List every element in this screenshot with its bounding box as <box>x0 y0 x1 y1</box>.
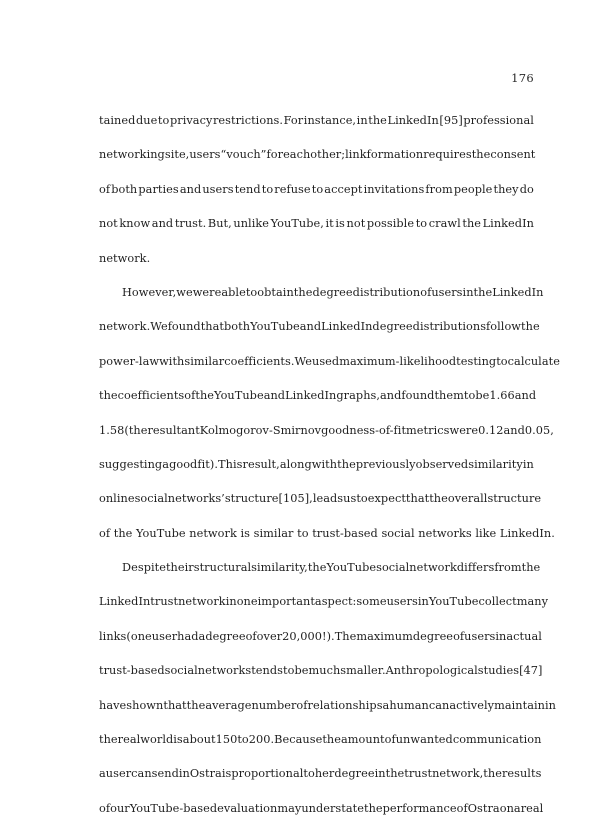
word: in <box>417 595 429 609</box>
word: maximum-likelihood <box>339 354 457 368</box>
word: LinkedIn <box>492 285 544 299</box>
word: to <box>237 733 249 747</box>
word: 1.58 <box>99 423 125 437</box>
word: and <box>263 389 286 403</box>
word: our <box>110 801 130 815</box>
word: their <box>165 561 194 575</box>
word: and <box>514 389 537 403</box>
word: the <box>473 285 493 299</box>
word: communication <box>452 733 542 747</box>
word: in <box>356 114 368 127</box>
word: follow <box>486 320 522 334</box>
word: to <box>261 182 274 196</box>
word: people <box>453 182 493 196</box>
word: trust. <box>174 217 207 231</box>
word: much <box>308 664 341 678</box>
word: studies <box>477 664 520 678</box>
word: one <box>236 595 258 609</box>
word: crawl <box>428 217 461 231</box>
word: metrics <box>406 423 450 437</box>
word: professional <box>463 114 534 127</box>
word: network <box>178 595 226 609</box>
word: user <box>151 629 178 643</box>
paragraph <box>99 551 556 826</box>
word: that <box>405 492 430 506</box>
word: send <box>151 767 179 781</box>
word: users <box>202 182 234 196</box>
word: were <box>192 285 222 299</box>
word: formation <box>366 148 424 162</box>
word: unwanted <box>395 733 453 747</box>
word: understate <box>301 801 364 815</box>
word: network. <box>99 251 151 265</box>
word: distributions <box>412 320 487 334</box>
word: the <box>385 767 405 781</box>
word: with <box>311 457 338 471</box>
word: to <box>311 182 324 196</box>
word: accept <box>324 182 363 196</box>
word: structural <box>193 561 252 575</box>
word: instance, <box>303 114 357 127</box>
word: to <box>283 664 295 678</box>
word: the <box>368 114 387 127</box>
word: observed <box>415 457 469 471</box>
word: trust-based <box>99 664 165 678</box>
word: in <box>522 457 534 471</box>
word: over <box>256 629 283 643</box>
word: is <box>335 217 345 231</box>
paragraph <box>99 104 534 276</box>
word: leads <box>312 492 344 506</box>
word: distribution <box>352 285 421 299</box>
word: testing <box>456 354 497 368</box>
word: Ostra <box>189 767 222 781</box>
word: invitations <box>363 182 425 196</box>
text-line <box>99 104 534 138</box>
text-line <box>99 448 534 482</box>
word: previously <box>355 457 416 471</box>
word: a <box>198 629 206 643</box>
text-line <box>99 310 540 344</box>
word: of <box>384 733 396 747</box>
word: refuse <box>274 182 311 196</box>
word: from <box>494 561 522 575</box>
word: they <box>493 182 519 196</box>
word: shown <box>126 698 164 712</box>
word: goodness-of-fit <box>321 423 407 437</box>
word: social <box>134 492 168 506</box>
word: graphs, <box>336 389 381 403</box>
text-line <box>99 689 556 723</box>
word: trust <box>150 595 179 609</box>
word: The <box>334 629 357 643</box>
word: tends <box>251 664 283 678</box>
word: the <box>195 389 215 403</box>
word: to <box>245 285 258 299</box>
word: 150 <box>215 733 238 747</box>
word: not <box>99 217 118 231</box>
word: number <box>251 698 297 712</box>
word: the <box>363 801 383 815</box>
word: similarity, <box>251 561 308 575</box>
word: collect <box>478 595 517 609</box>
word: LinkedIn <box>285 389 337 403</box>
word: structure <box>487 492 542 506</box>
word: relationships <box>307 698 383 712</box>
text-line <box>99 242 534 276</box>
word: can <box>131 767 152 781</box>
word: may <box>277 801 302 815</box>
word: a <box>162 457 170 471</box>
word: degree <box>412 629 454 643</box>
word: However, <box>122 285 177 299</box>
word: them <box>434 389 464 403</box>
text-line <box>99 207 534 241</box>
word: proportional <box>231 767 304 781</box>
word: to <box>157 114 170 127</box>
word: restrictions. <box>212 114 284 127</box>
word: users <box>431 285 463 299</box>
word: privacy <box>169 114 213 127</box>
word: (one <box>126 629 152 643</box>
word: YouTube, <box>270 217 324 231</box>
word: important <box>257 595 315 609</box>
word: real <box>117 733 141 747</box>
word: resultant <box>147 423 200 437</box>
word: actual <box>506 629 542 643</box>
word: we <box>176 285 193 299</box>
word: for <box>266 148 284 162</box>
word: were <box>449 423 479 437</box>
word: requires <box>423 148 472 162</box>
word: the <box>521 320 540 334</box>
word: overall <box>447 492 488 506</box>
word: on <box>499 801 514 815</box>
word: know <box>119 217 151 231</box>
word: similar <box>184 354 225 368</box>
word: found <box>167 320 201 334</box>
word: many <box>516 595 549 609</box>
word: the <box>462 217 482 231</box>
word: and <box>503 423 525 437</box>
text-line <box>99 173 534 207</box>
word: and <box>179 182 202 196</box>
word: maximum <box>356 629 413 643</box>
word: Because <box>274 733 323 747</box>
text-line <box>99 345 560 379</box>
word: and <box>380 389 402 403</box>
word: This <box>218 457 243 471</box>
word: 20,000!). <box>282 629 335 643</box>
word: actively <box>449 698 495 712</box>
word: and <box>299 320 322 334</box>
word: online <box>99 492 135 506</box>
word: users <box>386 595 418 609</box>
word: had <box>177 629 199 643</box>
word: it <box>325 217 334 231</box>
word: real <box>520 801 544 815</box>
word: networks’ <box>167 492 225 506</box>
text-line <box>99 517 555 551</box>
text-line <box>99 414 554 448</box>
word: YouTube <box>250 320 300 334</box>
word: aspect: <box>314 595 357 609</box>
word: of <box>453 629 465 643</box>
word: YouTube-based <box>129 801 218 815</box>
text-line <box>99 757 542 791</box>
text-line <box>99 585 549 619</box>
word: the <box>186 698 206 712</box>
word: user <box>105 767 132 781</box>
word: be <box>475 389 490 403</box>
word: not <box>346 217 366 231</box>
word: power-law <box>99 354 160 368</box>
word: that <box>163 698 187 712</box>
word: Ostra <box>467 801 500 815</box>
word: social <box>164 664 198 678</box>
word: found <box>401 389 435 403</box>
word: networking <box>99 148 165 162</box>
word: the <box>483 767 502 781</box>
word: degree <box>205 629 246 643</box>
word: good <box>169 457 198 471</box>
word: of <box>99 182 111 196</box>
word: degree <box>372 320 413 334</box>
word: the <box>99 733 118 747</box>
word: evaluation <box>217 801 278 815</box>
word: 0.05, <box>524 423 554 437</box>
text-line <box>99 551 541 585</box>
word: possible <box>366 217 415 231</box>
text-line <box>99 792 544 826</box>
word: us <box>343 492 357 506</box>
word: the <box>99 389 118 403</box>
word: degree <box>334 767 375 781</box>
word: We <box>294 354 312 368</box>
paragraph <box>99 276 560 551</box>
word: is <box>173 733 183 747</box>
text-line <box>99 654 543 688</box>
word: of <box>456 801 468 815</box>
word: both <box>224 320 251 334</box>
word: in <box>462 285 474 299</box>
word: the <box>307 561 327 575</box>
word: in <box>225 595 237 609</box>
word: amount <box>340 733 385 747</box>
text-line <box>99 138 534 172</box>
word: about <box>182 733 216 747</box>
word: LinkedIn <box>321 320 373 334</box>
word: Kolmogorov-Smirnov <box>199 423 322 437</box>
word: to <box>356 492 368 506</box>
word: YouTube <box>428 595 479 609</box>
word: from <box>425 182 453 196</box>
word: the <box>521 561 541 575</box>
word: similarity <box>468 457 523 471</box>
word: that <box>200 320 225 334</box>
word: network, <box>432 767 484 781</box>
word: smaller. <box>340 664 386 678</box>
word: LinkedIn <box>99 595 151 609</box>
word: LinkedIn <box>482 217 534 231</box>
word: trust <box>404 767 433 781</box>
text-line <box>99 723 542 757</box>
word: result, <box>242 457 280 471</box>
word: a <box>382 698 390 712</box>
word: 1.66 <box>489 389 515 403</box>
word: link <box>345 148 367 162</box>
text-line <box>99 276 544 310</box>
word: But, <box>207 217 232 231</box>
word: average <box>205 698 252 712</box>
word: LinkedIn <box>387 114 439 127</box>
word: the <box>293 285 313 299</box>
word: obtain <box>257 285 294 299</box>
word: [95] <box>439 114 463 127</box>
word: Anthropological <box>385 664 478 678</box>
word: performance <box>382 801 457 815</box>
word: maintain <box>494 698 545 712</box>
word: links <box>99 629 127 643</box>
word: with <box>159 354 185 368</box>
word: suggesting <box>99 457 163 471</box>
word: the <box>429 492 448 506</box>
word: parties <box>138 182 179 196</box>
word: [105], <box>278 492 313 506</box>
word: of the YouTube network is similar to trust-based social networks like LinkedIn. <box>99 526 555 540</box>
word: to <box>463 389 476 403</box>
word: in <box>178 767 190 781</box>
word: networks <box>197 664 252 678</box>
word: fit). <box>197 457 218 471</box>
word: have <box>99 698 127 712</box>
word: of <box>99 801 111 815</box>
word: of <box>245 629 257 643</box>
word: be <box>294 664 309 678</box>
word: able <box>221 285 246 299</box>
word: to <box>496 354 508 368</box>
word: Despite <box>122 561 166 575</box>
word: along <box>279 457 312 471</box>
word: coefficients. <box>224 354 295 368</box>
word: For <box>283 114 304 127</box>
word: in <box>495 629 507 643</box>
word: do <box>519 182 534 196</box>
word: calculate <box>507 354 560 368</box>
word: network <box>409 561 457 575</box>
word: some <box>356 595 387 609</box>
word: differs <box>456 561 495 575</box>
word: 0.12 <box>478 423 504 437</box>
word: YouTube <box>214 389 264 403</box>
text-line <box>99 379 537 413</box>
word: 200. <box>248 733 275 747</box>
word: tend <box>234 182 261 196</box>
word: tained <box>99 114 136 127</box>
page-number: 176 <box>511 71 534 85</box>
word: human <box>389 698 429 712</box>
word: social <box>376 561 410 575</box>
word: the <box>337 457 356 471</box>
word: users <box>189 148 221 162</box>
word: to <box>303 767 315 781</box>
word: [47] <box>519 664 543 678</box>
word: coefficients <box>117 389 185 403</box>
word: We <box>150 320 168 334</box>
word: of <box>420 285 432 299</box>
word: the <box>322 733 341 747</box>
word: consent <box>490 148 536 162</box>
paragraph-indent <box>99 551 122 585</box>
word: due <box>135 114 158 127</box>
word: is <box>221 767 232 781</box>
word: YouTube <box>326 561 377 575</box>
word: “vouch” <box>220 148 267 162</box>
text-line <box>99 620 542 654</box>
word: the <box>471 148 491 162</box>
word: degree <box>312 285 353 299</box>
word: a <box>99 767 106 781</box>
word: structure <box>224 492 279 506</box>
word: both <box>111 182 138 196</box>
word: users <box>464 629 496 643</box>
paragraph-indent <box>99 276 122 310</box>
word: and <box>151 217 174 231</box>
word: to <box>415 217 428 231</box>
word: a <box>513 801 521 815</box>
word: of <box>184 389 196 403</box>
word: site, <box>164 148 190 162</box>
word: of <box>296 698 308 712</box>
word: each <box>283 148 311 162</box>
word: expect <box>367 492 406 506</box>
text-line <box>99 482 542 516</box>
word: world <box>140 733 174 747</box>
body-text <box>99 104 560 826</box>
word: (the <box>124 423 148 437</box>
word: network. <box>99 320 151 334</box>
word: can <box>428 698 450 712</box>
word: used <box>312 354 340 368</box>
word: other; <box>310 148 346 162</box>
word: in <box>544 698 556 712</box>
word: unlike <box>233 217 270 231</box>
word: results <box>501 767 542 781</box>
word: in <box>374 767 386 781</box>
word: her <box>314 767 335 781</box>
